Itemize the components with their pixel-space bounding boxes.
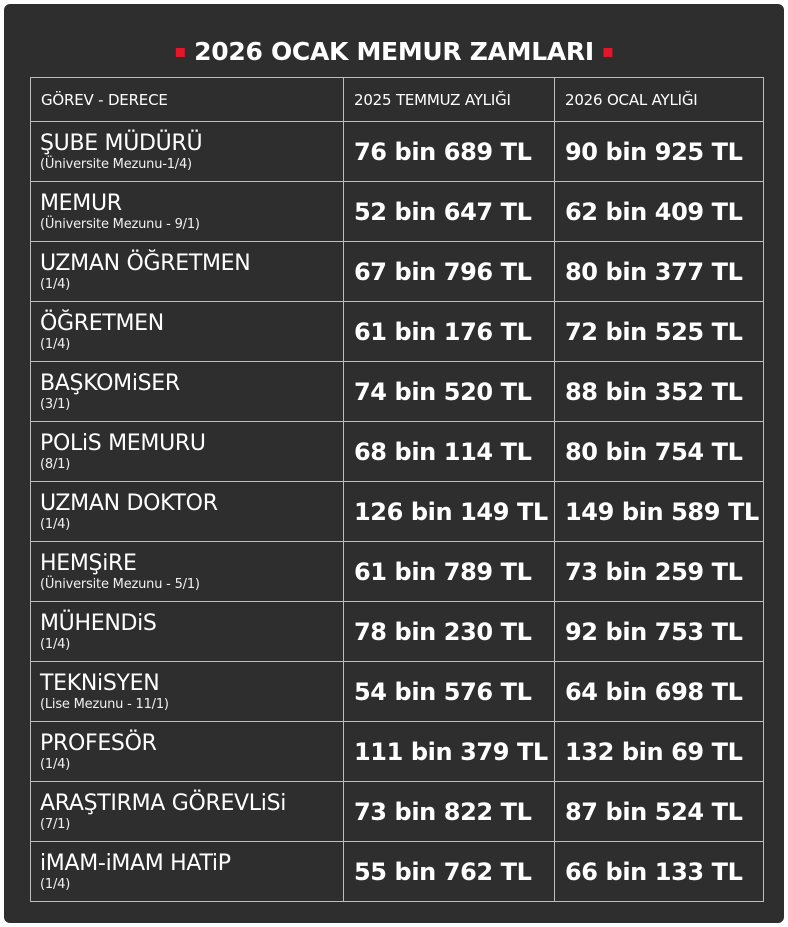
salary-card	[4, 4, 784, 923]
role-cell	[31, 602, 344, 662]
role-name: MEMUR	[40, 190, 122, 216]
role-name: ŞUBE MÜDÜRÜ	[40, 130, 203, 156]
role-detail: (1/4)	[40, 756, 71, 772]
salary-2026-cell: 149 bin 589 TL	[555, 482, 764, 542]
salary-2025-cell: 61 bin 789 TL	[344, 542, 555, 602]
role-name: POLiS MEMURU	[40, 430, 206, 456]
salary-2025-cell: 76 bin 689 TL	[344, 122, 555, 182]
salary-2025-cell: 126 bin 149 TL	[344, 482, 555, 542]
role-cell	[31, 302, 344, 362]
salary-2025-cell: 67 bin 796 TL	[344, 242, 555, 302]
role-detail: (7/1)	[40, 816, 71, 832]
salary-2026-cell: 80 bin 377 TL	[555, 242, 764, 302]
table-row	[31, 302, 764, 362]
salary-2025-cell: 68 bin 114 TL	[344, 422, 555, 482]
role-detail: (3/1)	[40, 396, 71, 412]
role-cell	[31, 182, 344, 242]
role-cell	[31, 362, 344, 422]
role-detail: (Üniversite Mezunu - 9/1)	[40, 216, 200, 232]
title-marker-right: ▪	[601, 40, 614, 62]
header-2026-salary: 2026 OCAL AYLIĞI	[555, 78, 764, 122]
role-name: ARAŞTIRMA GÖREVLiSi	[40, 790, 287, 816]
salary-2025-cell: 74 bin 520 TL	[344, 362, 555, 422]
salary-2026-cell: 72 bin 525 TL	[555, 302, 764, 362]
salary-2025-cell: 52 bin 647 TL	[344, 182, 555, 242]
table-row	[31, 242, 764, 302]
salary-2026-cell: 87 bin 524 TL	[555, 782, 764, 842]
role-name: ÖĞRETMEN	[40, 310, 164, 336]
role-name: PROFESÖR	[40, 730, 157, 756]
salary-2025-cell: 61 bin 176 TL	[344, 302, 555, 362]
table-row	[31, 782, 764, 842]
role-cell	[31, 662, 344, 722]
role-detail: (Lise Mezunu - 11/1)	[40, 696, 169, 712]
table-row	[31, 722, 764, 782]
role-name: HEMŞiRE	[40, 550, 137, 576]
role-name: UZMAN ÖĞRETMEN	[40, 250, 251, 276]
role-detail: (1/4)	[40, 336, 71, 352]
role-detail: (8/1)	[40, 456, 71, 472]
role-name: TEKNiSYEN	[40, 670, 160, 696]
role-cell	[31, 542, 344, 602]
role-name: iMAM-iMAM HATiP	[40, 850, 231, 876]
role-detail: (1/4)	[40, 516, 71, 532]
salary-2026-cell: 66 bin 133 TL	[555, 842, 764, 902]
page-title	[4, 34, 784, 68]
salary-2026-cell: 64 bin 698 TL	[555, 662, 764, 722]
page-title-text: 2026 OCAK MEMUR ZAMLARI	[194, 36, 594, 66]
table-row	[31, 422, 764, 482]
role-name: MÜHENDiS	[40, 610, 157, 636]
salary-2025-cell: 55 bin 762 TL	[344, 842, 555, 902]
role-cell	[31, 842, 344, 902]
salary-2026-cell: 80 bin 754 TL	[555, 422, 764, 482]
salary-2025-cell: 54 bin 576 TL	[344, 662, 555, 722]
salary-2026-cell: 92 bin 753 TL	[555, 602, 764, 662]
role-name: UZMAN DOKTOR	[40, 490, 218, 516]
table-row	[31, 662, 764, 722]
table-row	[31, 182, 764, 242]
salary-2026-cell: 62 bin 409 TL	[555, 182, 764, 242]
role-cell	[31, 242, 344, 302]
title-marker-left: ▪	[174, 40, 187, 62]
table-row	[31, 482, 764, 542]
role-name: BAŞKOMiSER	[40, 370, 180, 396]
header-2025-salary: 2025 TEMMUZ AYLIĞI	[344, 78, 555, 122]
table-header-row	[31, 78, 764, 122]
role-detail: (Üniversite Mezunu-1/4)	[40, 156, 192, 172]
role-detail: (1/4)	[40, 276, 71, 292]
salary-2026-cell: 90 bin 925 TL	[555, 122, 764, 182]
salary-2026-cell: 88 bin 352 TL	[555, 362, 764, 422]
table-row	[31, 542, 764, 602]
role-detail: (Üniversite Mezunu - 5/1)	[40, 576, 200, 592]
table-row	[31, 842, 764, 902]
header-role: GÖREV - DERECE	[31, 78, 344, 122]
role-detail: (1/4)	[40, 876, 71, 892]
role-cell	[31, 482, 344, 542]
role-cell	[31, 782, 344, 842]
salary-2025-cell: 73 bin 822 TL	[344, 782, 555, 842]
role-cell	[31, 422, 344, 482]
role-detail: (1/4)	[40, 636, 71, 652]
salary-2025-cell: 78 bin 230 TL	[344, 602, 555, 662]
salary-2025-cell: 111 bin 379 TL	[344, 722, 555, 782]
role-cell	[31, 722, 344, 782]
salary-table	[30, 77, 764, 902]
table-row	[31, 122, 764, 182]
salary-2026-cell: 73 bin 259 TL	[555, 542, 764, 602]
table-row	[31, 362, 764, 422]
table-row	[31, 602, 764, 662]
role-cell	[31, 122, 344, 182]
salary-2026-cell: 132 bin 69 TL	[555, 722, 764, 782]
